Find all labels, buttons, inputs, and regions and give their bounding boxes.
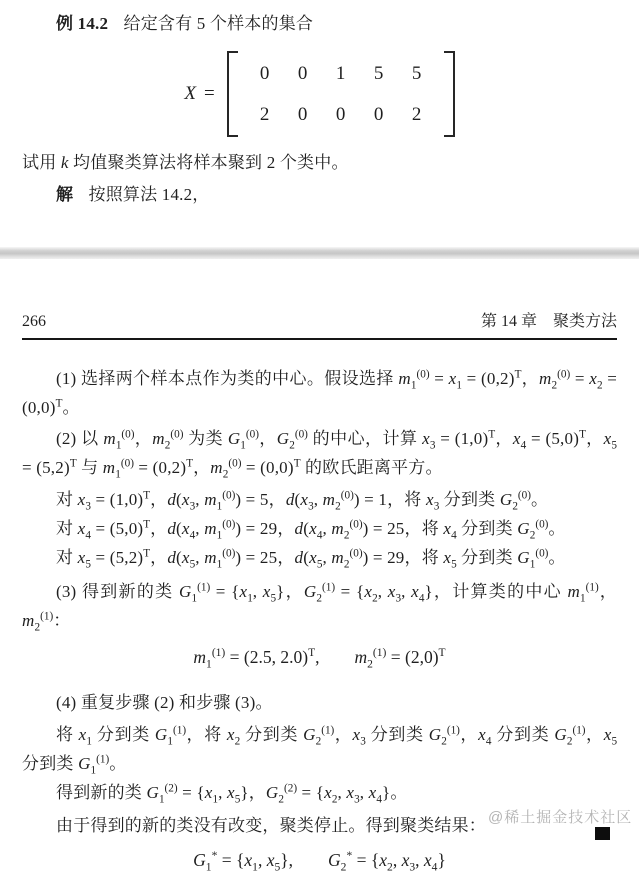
step-3-paragraph: (3) 得到新的类 $G_1^{(1)} = \{x_1$, $x_5$}，$G_2^{(1)} = \{x_2$, $x_3$, $x_4$}，计算类的中心 $m_1^{(1)}$，$m_2^{(1)}$： <box>22 581 617 634</box>
new-classes-paragraph: 得到新的类 $G_1^{(2)} = \{x_1$, $x_5$}，$G_2^{(2)} = \{x_2$, $x_3$, $x_4$}。 <box>56 782 408 806</box>
matrix-cell: 0 <box>297 103 308 125</box>
solution-label: 解 <box>56 185 74 204</box>
page-content <box>0 364 639 875</box>
solution-text: 按照算法 14.2， <box>88 185 210 204</box>
matrix-cell: 2 <box>411 103 422 125</box>
chapter-title: 第 14 章 聚类方法 <box>480 313 617 330</box>
matrix-cell: 5 <box>373 62 384 84</box>
page-separator <box>0 247 639 259</box>
matrix-cell: 0 <box>259 62 270 84</box>
step-1-paragraph: (1) 选择两个样本点作为类的中心。假设选择 $m_1^{(0)} = x_1 = (0,2)^T$，$m_2^{(0)} = x_2 = (0,0)^T$。 <box>22 368 618 417</box>
matrix-cell: 2 <box>259 103 270 125</box>
page-top-fragment <box>0 0 639 247</box>
matrix-cell: 0 <box>373 103 384 125</box>
problem-statement: 试用 k 均值聚类算法将样本聚到 2 个类中。 <box>22 153 349 172</box>
example-text: 给定含有 5 个样本的集合 <box>123 14 314 33</box>
watermark: @稀土掘金技术社区 <box>488 809 633 826</box>
matrix-bracket-left-icon <box>227 51 238 137</box>
result-equation: $G_1^* = \{x_1$, $x_5$}, $G_2^* = \{x_2$, $x_3$, $x_4$} <box>193 850 446 874</box>
matrix-cell: 0 <box>297 62 308 84</box>
example-heading <box>0 9 639 38</box>
distance-x4-paragraph: 对 $x_4 = (5,0)^T$，$d(x_4$, $m_1^{(0)}) = 29$，$d(x_4$, $m_2^{(0)}) = 25$，将 $x_4$ 分到类 $G_2^{(0)}$。 <box>56 518 566 542</box>
matrix-equation <box>0 51 639 137</box>
running-head <box>22 313 617 340</box>
distance-x3-paragraph: 对 $x_3 = (1,0)^T$，$d(x_3$, $m_1^{(0)}) = 5$，$d(x_3$, $m_2^{(0)}) = 1$，将 $x_3$ 分到类 $G_2^{(0)}$。 <box>56 489 549 513</box>
matrix-bracket-right-icon <box>444 51 455 137</box>
page-body <box>0 259 639 875</box>
page-number: 266 <box>22 313 46 330</box>
equals-sign: = <box>203 83 215 104</box>
centers-equation: $m_1^{(1)} = (2.5$, 2.0)$^T$, $m_2^{(1)} = (2,0)^T$ <box>193 647 446 671</box>
matrix-variable: X <box>184 83 196 104</box>
step-2-paragraph: (2) 以 $m_1^{(0)}$，$m_2^{(0)}$ 为类 $G_1^{(0)}$，$G_2^{(0)}$ 的中心，计算 $x_3 = (1,0)^T$，$x_4 = (5,0)^T$，$x_5 = (5,2)^T$ 与 $m_1^{(0)} = (0,2)^T$，$m_2^{(0)} = (0,0)^T$ 的欧氏距离平方。 <box>22 428 618 481</box>
solution-heading <box>0 180 639 209</box>
example-label: 例 14.2 <box>56 14 109 33</box>
matrix-lhs <box>184 83 214 105</box>
distance-x5-paragraph: 对 $x_5 = (5,2)^T$，$d(x_5$, $m_1^{(0)}) = 25$，$d(x_5$, $m_2^{(0)}) = 29$，将 $x_5$ 分到类 $G_1^{(0)}$。 <box>56 547 566 571</box>
matrix-cell: 5 <box>411 62 422 84</box>
reassignment-paragraph: 将 $x_1$ 分到类 $G_1^{(1)}$，将 $x_2$ 分到类 $G_2^{(1)}$，$x_3$ 分到类 $G_2^{(1)}$，$x_4$ 分到类 $G_2^{(1)}$，$x_5$ 分到类 $G_1^{(1)}$。 <box>22 724 618 777</box>
watermark-block <box>595 827 610 840</box>
step-4-paragraph: (4) 重复步骤 (2) 和步骤 (3)。 <box>56 693 273 712</box>
matrix-cell: 0 <box>335 103 346 125</box>
stopping-paragraph: 由于得到的新的类没有改变，聚类停止。得到聚类结果： <box>56 816 486 835</box>
matrix-cell: 1 <box>335 62 346 84</box>
matrix-grid <box>238 53 444 135</box>
